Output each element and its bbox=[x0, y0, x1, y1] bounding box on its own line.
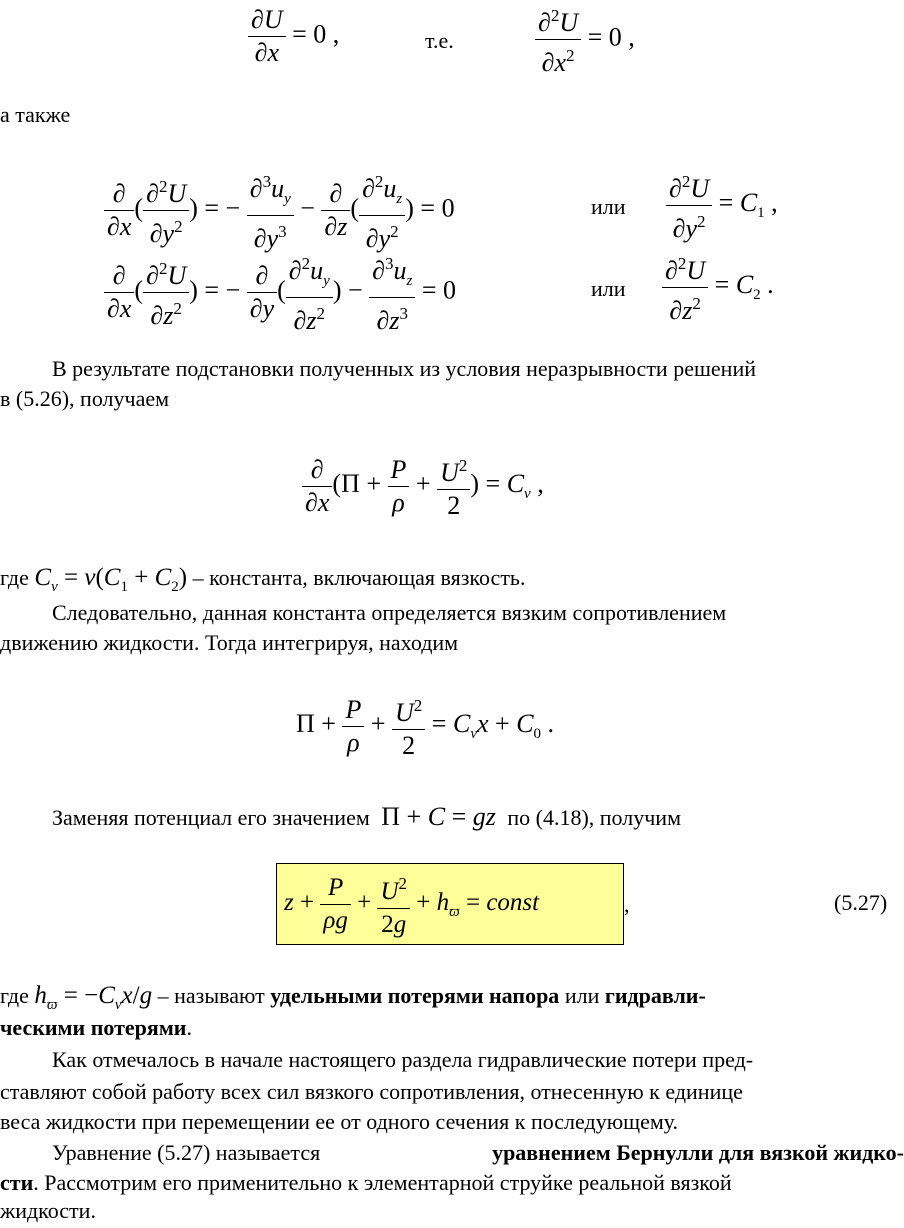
p1-line2: в (5.26), получаем bbox=[0, 386, 170, 411]
ie-label: т.е. bbox=[425, 28, 454, 53]
term-hydraulic-losses-a: гидравли- bbox=[604, 983, 706, 1008]
p4-line3: веса жидкости при перемещении ее от одного сечения к последующему. bbox=[0, 1109, 679, 1134]
p5-line1-a: Уравнение (5.27) называется bbox=[52, 1140, 321, 1165]
p4-line1 bbox=[0, 1043, 904, 1077]
frac-d2U-dx2: $\frac{\partial^2U}{\partial x^2}$ bbox=[535, 0, 581, 79]
equation-top: $\frac{\partial U}{\partial x}$ = 0 , bbox=[248, 4, 339, 69]
equation-cnu: $\frac{\partial}{\partial x}$ (Π + $\frac{P}{\rho}$ + $\frac{U^2}{2}$ ) = $C_\nu$ , bbox=[302, 450, 544, 522]
p3-prefix: Заменяя потенциал его значением bbox=[52, 805, 370, 830]
bernoulli-z: z bbox=[284, 889, 294, 917]
p2-line1: Следовательно, данная константа определяется вязким сопротивлением bbox=[52, 600, 727, 625]
frac-d-dx-2: $\frac{\partial}{\partial x}$ bbox=[104, 260, 134, 325]
frac-dU-dx: $\frac{\partial U}{\partial x}$ bbox=[248, 4, 286, 69]
equation-line-2: $\frac{\partial}{\partial x}$ ( $\frac{\partial^2U}{\partial z^2}$ ) = − $\frac{\partial}{\partial y}$ ( $\frac{\partial^2u_y}{\partial z^2}$ ) − $\frac{\partial^3u_z}{\partial z^3}$ = 0 bbox=[104, 248, 456, 337]
hw-subscript: ϖ bbox=[449, 904, 460, 921]
term-hydraulic-losses-b: ческими потерями bbox=[0, 1015, 187, 1040]
gde-1-suffix: – константа, включающая вязкость. bbox=[192, 565, 526, 590]
cnu-definition: $C_\nu = \nu(C_1 + C_2)$ bbox=[34, 564, 188, 595]
equation-C2: $\frac{\partial^2U}{\partial z^2}$ = $C_2$ . bbox=[662, 248, 774, 327]
text-a-takzhe: а также bbox=[0, 102, 71, 127]
frac-d2U-dz2: $\frac{\partial^2U}{\partial z^2}$ bbox=[143, 253, 189, 332]
p5-line1 bbox=[52, 1136, 904, 1170]
term-specific-head-loss: удельными потерями напора bbox=[270, 983, 560, 1008]
hw-definition: $h_ϖ = -C_\nu x/g$ bbox=[34, 982, 153, 1013]
p4-line2 bbox=[0, 1075, 904, 1109]
gde-2-end: . bbox=[186, 1015, 192, 1040]
equation-line-1: $\frac{\partial}{\partial x}$ ( $\frac{\partial^2U}{\partial y^2}$ ) = − $\frac{\partial^3u_y}{\partial y^3}$ − $\frac{\partial}{\partial z}$ ( $\frac{\partial^2u_z}{\partial y^2}$ ) = 0 bbox=[104, 166, 455, 255]
equation-number: (5.27) bbox=[834, 890, 888, 915]
frac-d2U-dy2: $\frac{\partial^2U}{\partial y^2}$ bbox=[143, 171, 189, 250]
gde-2-line2 bbox=[0, 1011, 192, 1045]
p5-line2 bbox=[0, 1166, 732, 1200]
gde-2-prefix: где bbox=[0, 983, 29, 1008]
p3-suffix: по (4.18), получим bbox=[507, 805, 682, 830]
term-bernoulli-viscous: уравнением Бернулли для вязкой жидко- bbox=[492, 1140, 904, 1165]
frac-d-dx: $\frac{\partial}{\partial x}$ bbox=[104, 178, 134, 243]
frac-d-dz: $\frac{\partial}{\partial z}$ bbox=[321, 178, 350, 243]
frac-U2-2-b: $\frac{U^2}{2}$ bbox=[392, 690, 425, 762]
ili-1: или bbox=[591, 194, 626, 219]
bernoulli-equation: z + $\frac{P}{\rho g}$ + $\frac{U^2}{2g}$ + $h_ϖ$ = const bbox=[284, 868, 539, 941]
p2-line2: движению жидкости. Тогда интегрируя, находим bbox=[0, 630, 459, 655]
frac-P-rho: $\frac{P}{\rho}$ bbox=[388, 454, 410, 519]
equation-C1: $\frac{\partial^2U}{\partial y^2}$ = $C_1$ , bbox=[666, 166, 778, 245]
frac-U2-2g: $\frac{U^2}{2g}$ bbox=[377, 868, 410, 941]
p1-line1: В результате подстановки полученных из условия неразрывности решений bbox=[52, 356, 756, 381]
ili-2: или bbox=[591, 276, 626, 301]
frac-d2U-dy2-b: $\frac{\partial^2U}{\partial y^2}$ bbox=[666, 166, 712, 245]
p5-line2-rest: . Рассмотрим его применительно к элементарной струйке реальной вязкой bbox=[33, 1170, 732, 1195]
frac-d2uz-dy2: $\frac{\partial^2u_z}{\partial y^2}$ bbox=[359, 166, 405, 255]
frac-d2uy-dz2: $\frac{\partial^2u_y}{\partial z^2}$ bbox=[286, 248, 333, 337]
frac-d3uy-dy3: $\frac{\partial^3u_y}{\partial y^3}$ bbox=[247, 166, 294, 255]
potential-expression: Π + C = gz bbox=[381, 802, 496, 831]
equation-top-2: $\frac{\partial^2U}{\partial x^2}$ = 0 , bbox=[535, 0, 635, 79]
hw-symbol: h bbox=[436, 889, 450, 917]
boxed-comma: , bbox=[624, 892, 630, 917]
frac-d-dy: $\frac{\partial}{\partial y}$ bbox=[247, 260, 277, 325]
const-word: const bbox=[486, 889, 540, 917]
equation-integral: Π + $\frac{P}{\rho}$ + $\frac{U^2}{2}$ = $C_\nu x + C_0$ . bbox=[296, 690, 554, 762]
frac-d3uz-dz3: $\frac{\partial^3u_z}{\partial z^3}$ bbox=[369, 248, 415, 337]
frac-d2U-dz2-b: $\frac{\partial^2U}{\partial z^2}$ bbox=[662, 248, 708, 327]
gde-2-mid: – называют bbox=[157, 983, 265, 1008]
frac-P-rhog: $\frac{P}{\rho g}$ bbox=[320, 872, 351, 937]
paragraph-2 bbox=[0, 596, 904, 630]
p4-line1-text: Как отмечалось в начале настоящего раздела гидравлические потери пред- bbox=[52, 1047, 754, 1072]
p5-line3: жидкости. bbox=[0, 1198, 96, 1223]
term-bernoulli-viscous-end: сти bbox=[0, 1170, 34, 1195]
paragraph-3 bbox=[52, 800, 681, 835]
paragraph-1 bbox=[0, 352, 904, 386]
frac-d-dx-3: $\frac{\partial}{\partial x}$ bbox=[302, 454, 332, 519]
gde-1-prefix: где bbox=[0, 565, 29, 590]
frac-P-rho-2: $\frac{P}{\rho}$ bbox=[342, 694, 364, 759]
p4-line2-text: ставляют собой работу всех сил вязкого сопротивления, отнесенную к единице bbox=[0, 1079, 743, 1104]
frac-U2-2: $\frac{U^2}{2}$ bbox=[437, 450, 470, 522]
gde-2-or: или bbox=[564, 983, 600, 1008]
